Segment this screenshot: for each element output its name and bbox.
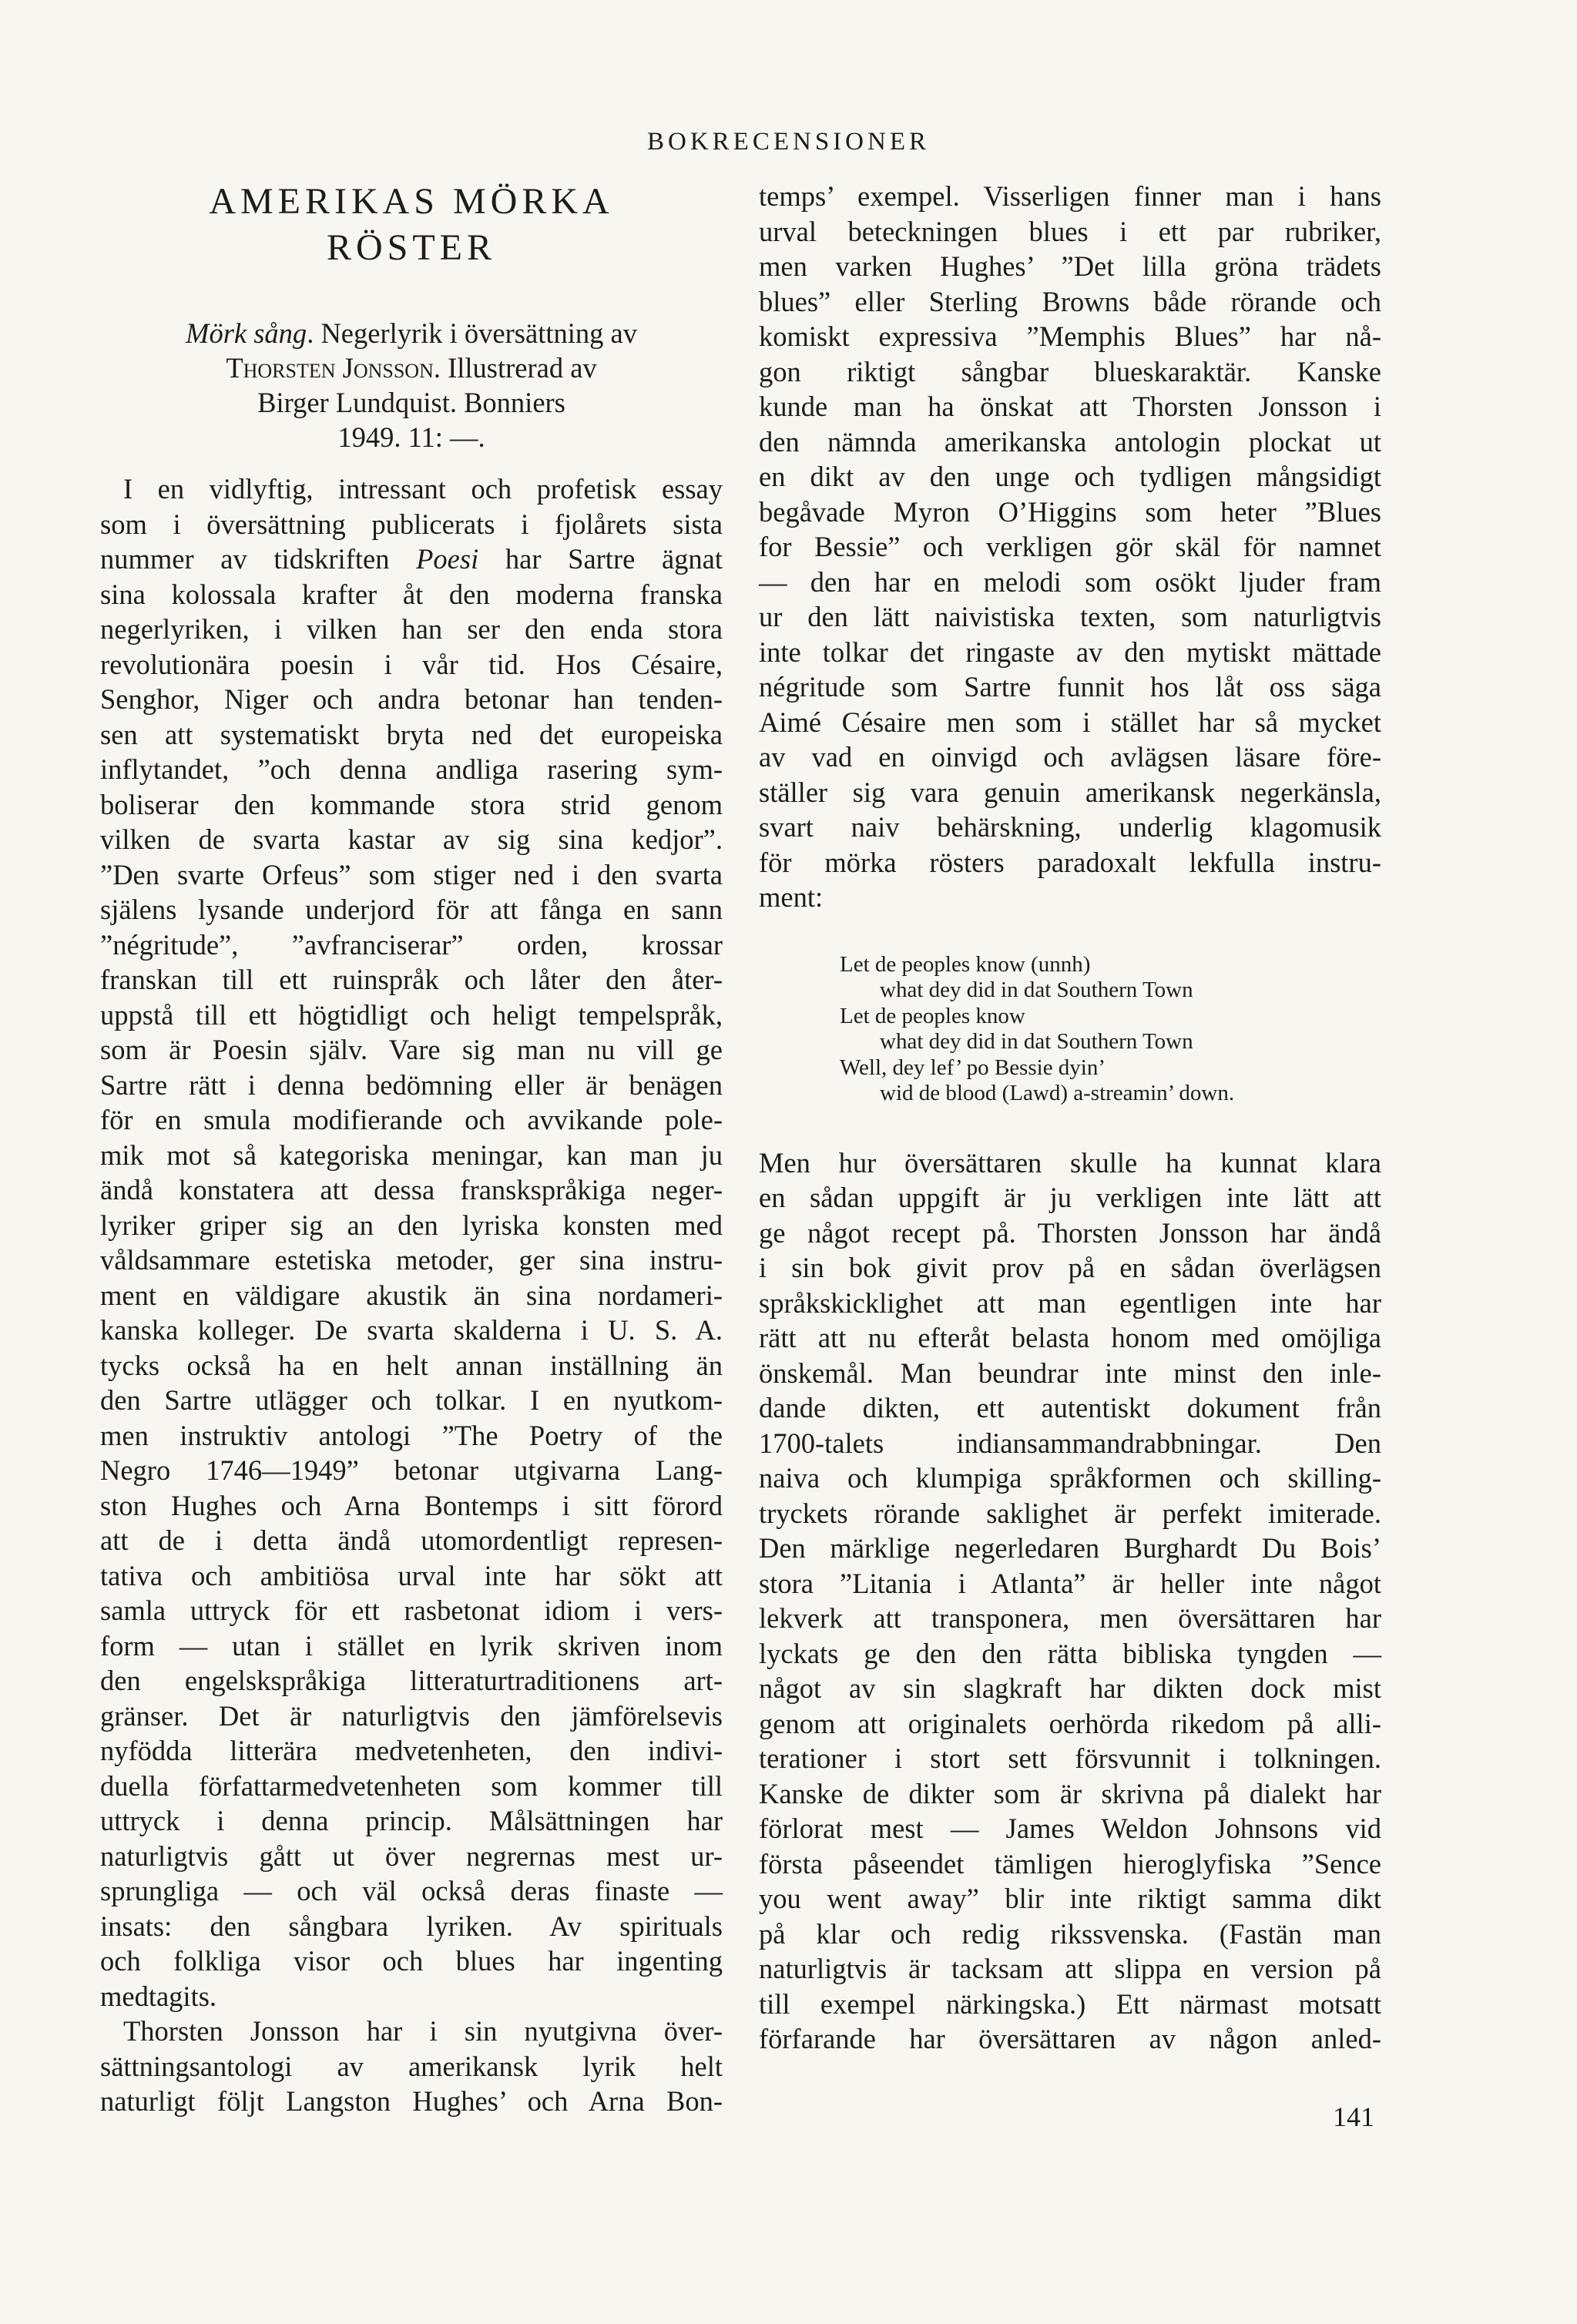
text-line: i sin bok givit prov på en sådan överlägsen: [759, 1252, 1381, 1283]
text-line: nyfödda litterära medvetenheten, den indivi-: [100, 1735, 723, 1766]
text-line: naturligtvis är tacksam att slippa en version på: [759, 1953, 1381, 1984]
text-line: begåvade Myron O’Higgins som heter ”Blues: [759, 495, 1381, 528]
text-line: till exempel närkingska.) Ett närmast motsatt: [759, 1987, 1381, 2020]
text-line: tycks också ha en helt annan inställning än: [100, 1349, 723, 1381]
running-head: BOKRECENSIONER: [646, 128, 931, 156]
text-line: ur den lätt naivistiska texten, som naturligtvis: [759, 601, 1381, 632]
article-title: [100, 179, 723, 271]
right-paragraph-1: [759, 179, 1381, 915]
text-line: genom att originalets oerhörda rikedom på alli-: [759, 1707, 1381, 1739]
text-line: Sartre rätt i denna bedömning eller är benägen: [100, 1068, 723, 1101]
text-line: 1700-talets indiansammandrabbningar. Den: [759, 1427, 1381, 1459]
title-line-1: AMERIKAS MÖRKA: [209, 181, 614, 222]
journal-name: Poesi: [416, 543, 479, 575]
poem-line: what dey did in dat Southern Town: [880, 978, 1193, 1002]
text-line: förfarande har översättaren av någon anled-: [759, 2023, 1381, 2054]
text-line: franskan till ett ruinspråk och låter den åter-: [100, 964, 723, 995]
text-line: naturligtvis gått ut över negrernas mest ur-: [100, 1839, 723, 1872]
text-line: inte tolkar det ringaste av den mytiskt mättade: [759, 635, 1381, 668]
text-line: boliserar den kommande stora strid genom: [100, 788, 723, 820]
text-line: förlorat mest — James Weldon Johnsons vid: [759, 1813, 1381, 1844]
text-line: på klar och redig rikssvenska. (Fastän man: [759, 1917, 1381, 1950]
text-line: Thorsten Jonsson har i sin nyutgivna över-: [123, 2015, 723, 2047]
poem-line: Let de peoples know: [840, 1003, 1025, 1028]
text-line: mik mot så kategoriska meningar, kan man ju: [100, 1139, 723, 1171]
blues-poem-quote: [840, 952, 1381, 1107]
poem-line: Let de peoples know (unnh): [840, 951, 1091, 977]
text-line: [100, 542, 723, 577]
text-line: den nämnda amerikanska antologin plockat ut: [759, 425, 1381, 458]
text-line: insats: den sångbara lyriken. Av spirituals: [100, 1910, 723, 1942]
text-line: Negro 1746—1949” betonar utgivarna Lang-: [100, 1454, 723, 1486]
text-line: våldsammare estetiska metoder, ger sina instru-: [100, 1244, 723, 1276]
text-line: negerlyriken, i vilken han ser den enda stora: [100, 613, 723, 645]
text-line: ston Hughes och Arna Bontemps i sitt förord: [100, 1489, 723, 1521]
text-line: önskemål. Man beundrar inte minst den inle-: [759, 1357, 1381, 1389]
text-line: terationer i stort sett försvunnit i tolkningen.: [759, 1742, 1381, 1774]
text-line: språkskicklighet att man egentligen inte har: [759, 1286, 1381, 1319]
text-line: en dikt av den unge och tydligen mångsidigt: [759, 461, 1381, 492]
text-line: en sådan uppgift är ju verkligen inte lätt att: [759, 1182, 1381, 1213]
title-line-2: RÖSTER: [326, 227, 497, 268]
text-line: och folkliga visor och blues har ingenting: [100, 1945, 723, 1977]
left-paragraph-1-rest: [100, 577, 723, 2014]
text-segment: har Sartre ägnat: [478, 543, 723, 575]
text-line: första påseendet tämligen hieroglyfiska ”Sence: [759, 1847, 1381, 1880]
text-line: att de i detta ändå utomordentligt represen-: [100, 1524, 723, 1556]
left-paragraph-2: [100, 2014, 723, 2119]
poem-line: what dey did in dat Southern Town: [880, 1029, 1193, 1054]
book-info-line-4: 1949. 11: —.: [337, 421, 485, 453]
text-line: ment en väldigare akustik än sina nordameri-: [100, 1279, 723, 1311]
text-line: Kanske de dikter som är skrivna på dialekt har: [759, 1777, 1381, 1809]
text-segment: nummer av tidskriften: [100, 543, 390, 575]
text-line: you went away” blir inte riktigt samma dikt: [759, 1883, 1381, 1914]
text-line: blues” eller Sterling Browns både rörande och: [759, 285, 1381, 317]
left-paragraph-1: [100, 471, 723, 2014]
text-line: ändå konstatera att dessa franskspråkiga neger-: [100, 1174, 723, 1206]
text-line: négritude som Sartre funnit hos låt oss säga: [759, 671, 1381, 703]
text-line: rätt att nu efteråt belasta honom med omöjliga: [759, 1322, 1381, 1353]
text-line: den engelskspråkiga litteraturtraditionens art-: [100, 1665, 723, 1696]
text-line: form — utan i stället en lyrik skriven inom: [100, 1629, 723, 1662]
text-line: gon riktigt sångbar blueskaraktär. Kanske: [759, 355, 1381, 387]
text-line: lekverk att transponera, men översättaren har: [759, 1602, 1381, 1634]
text-line: duella författarmedvetenheten som kommer till: [100, 1769, 723, 1802]
book-info-line-3: Birger Lundquist. Bonniers: [257, 387, 565, 418]
book-info-line-2: . Illustrerad av: [433, 352, 597, 384]
text-line: naturligt följt Langston Hughes’ och Arna Bon-: [100, 2085, 723, 2117]
book-info: [100, 316, 723, 454]
text-line: samla uttryck för ett rasbetonat idiom i vers-: [100, 1595, 723, 1626]
text-line: temps’ exempel. Visserligen finner man i hans: [759, 180, 1381, 212]
book-title: Mörk sång: [186, 317, 307, 349]
text-line: gränser. Det är naturligtvis den jämförelsevis: [100, 1699, 723, 1732]
text-line: sen att systematiskt bryta ned det europeiska: [100, 718, 723, 750]
poem-line: Well, dey lef’ po Bessie dyin’: [840, 1055, 1106, 1080]
text-line: ”négritude”, ”avfranciserar” orden, krossar: [100, 928, 723, 961]
text-line: den Sartre utlägger och tolkar. I en nyutkom-: [100, 1384, 723, 1416]
text-line: inflytandet, ”och denna andliga rasering sym-: [100, 753, 723, 785]
book-info-line-1: . Negerlyrik i översättning av: [307, 317, 637, 349]
text-line: for Bessie” och verkligen gör skäl för namnet: [759, 531, 1381, 562]
text-line: något av sin slagkraft har dikten dock mist: [759, 1672, 1381, 1704]
text-line: ge något recept på. Thorsten Jonsson har ändå: [759, 1216, 1381, 1249]
text-line: som i översättning publicerats i fjolårets sista: [100, 508, 723, 540]
text-line: själens lysande underjord för att fånga en sann: [100, 894, 723, 925]
text-line: ställer sig vara genuin amerikansk negerkänsla,: [759, 776, 1381, 808]
text-line: av vad en oinvigd och avlägsen läsare före-: [759, 741, 1381, 773]
text-line: lyriker griper sig an den lyriska konsten med: [100, 1209, 723, 1241]
text-line: för en smula modifierande och avvikande pole-: [100, 1104, 723, 1135]
text-line: tryckets rörande saklighet är perfekt imiterade.: [759, 1497, 1381, 1529]
poem-line: wid de blood (Lawd) a-streamin’ down.: [880, 1081, 1235, 1105]
text-line: — den har en melodi som osökt ljuder fram: [759, 565, 1381, 598]
text-line: kunde man ha önskat att Thorsten Jonsson i: [759, 391, 1381, 422]
translator-name: Thorsten Jonsson: [226, 352, 434, 384]
text-line: sättningsantologi av amerikansk lyrik helt: [100, 2050, 723, 2082]
text-line: Aimé Césaire men som i stället har så mycket: [759, 706, 1381, 738]
text-line: ment:: [759, 881, 824, 913]
text-line: uttryck i denna princip. Målsättningen har: [100, 1805, 723, 1836]
page-number: 141: [1333, 2101, 1374, 2132]
text-line: för mörka rösters paradoxalt lekfulla instru-: [759, 846, 1381, 878]
text-line: Den märklige negerledaren Burghardt Du Bois’: [759, 1532, 1381, 1564]
text-line: ”Den svarte Orfeus” som stiger ned i den svarta: [100, 858, 723, 890]
text-line: som är Poesin själv. Vare sig man nu vill ge: [100, 1034, 723, 1065]
text-line: svart naiv behärskning, underlig klagomusik: [759, 811, 1381, 843]
text-line: Senghor, Niger och andra betonar han tenden-: [100, 683, 723, 715]
text-line: lyckats ge den den rätta bibliska tyngden —: [759, 1637, 1381, 1669]
text-line: I en vidlyftig, intressant och profetisk essay: [123, 473, 723, 505]
text-line: kanska kolleger. De svarta skalderna i U. S. A.: [100, 1314, 723, 1346]
text-line: uppstå till ett högtidligt och heligt tempelspråk,: [100, 998, 723, 1031]
text-line: men instruktiv antologi ”The Poetry of the: [100, 1419, 723, 1451]
text-line: dande dikten, ett autentiskt dokument från: [759, 1392, 1381, 1424]
text-line: Men hur översättaren skulle ha kunnat klara: [759, 1146, 1381, 1179]
left-column: [100, 179, 723, 2119]
text-line: sprungliga — och väl också deras finaste —: [100, 1875, 723, 1906]
text-line: vilken de svarta kastar av sig sina kedjor”.: [100, 823, 723, 855]
text-line: tativa och ambitiösa urval inte har sökt att: [100, 1559, 723, 1591]
text-line: naiva och klumpiga språkformen och skilling-: [759, 1462, 1381, 1494]
text-line: sina kolossala krafter åt den moderna franska: [100, 578, 723, 610]
right-paragraph-2: [759, 1145, 1381, 2057]
text-line: stora ”Litania i Atlanta” är heller inte något: [759, 1567, 1381, 1599]
text-line: revolutionära poesin i vår tid. Hos Césaire,: [100, 648, 723, 680]
text-line: men varken Hughes’ ”Det lilla gröna trädets: [759, 250, 1381, 282]
right-column: [759, 179, 1381, 2057]
text-line: medtagits.: [100, 1980, 217, 2012]
text-line: urval beteckningen blues i ett par rubriker,: [759, 215, 1381, 247]
text-line: komiskt expressiva ”Memphis Blues” har nå-: [759, 320, 1381, 352]
